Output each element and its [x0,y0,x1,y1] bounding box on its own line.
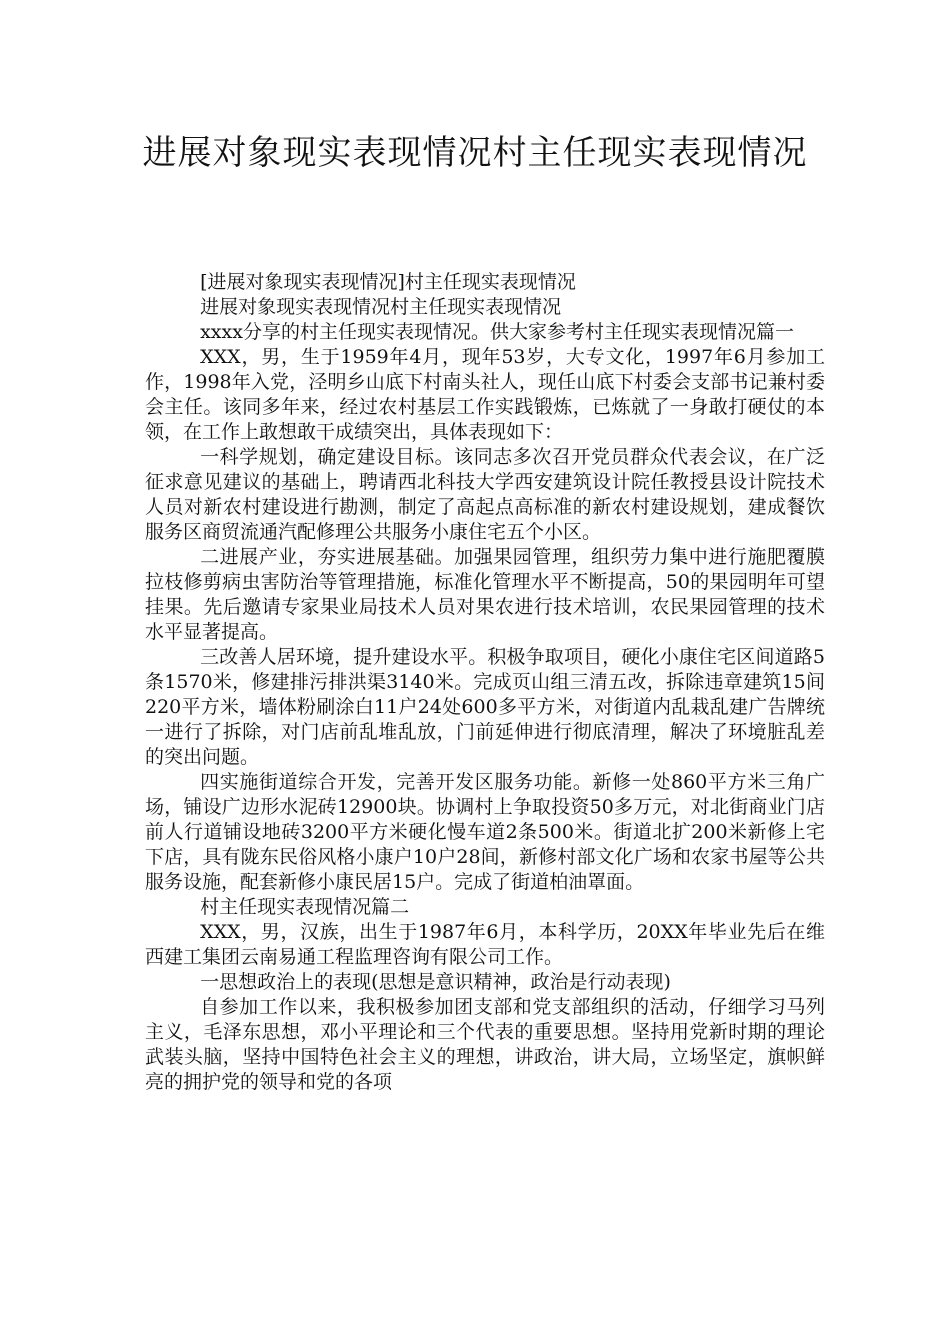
paragraph-section-two-heading: 村主任现实表现情况篇二 [200,896,410,918]
paragraph-planning: 一科学规划，确定建设目标。该同志多次召开党员群众代表会议，在广泛征求意见建议的基础上，聘请西北科技大学西安建筑设计院任教授县设计院技术人员对新农村建设进行勘测，制定了高起点高标准的新农村建设规划，建成餐饮服务区商贸流通汽配修理公共服务小康住宅五个小区。 [145,446,825,543]
paragraph-political-body: 自参加工作以来，我积极参加团支部和党支部组织的活动，仔细学习马列主义，毛泽东思想，邓小平理论和三个代表的重要思想。坚持用党新时期的理论武装头脑，坚持中国特色社会主义的理想，讲政治，讲大局，立场坚定，旗帜鲜亮的拥护党的领导和党的各项 [145,996,825,1093]
document-body [145,270,825,1095]
paragraph-street-development: 四实施街道综合开发，完善开发区服务功能。新修一处860平方米三角广场，铺设广边形水泥砖12900块。协调村上争取投资50多万元，对北街商业门店前人行道铺设地砖3200平方米硬化慢车道2条500米。街道北扩200米新修上宅下店，具有陇东民俗风格小康户10户28间，新修村部文化广场和农家书屋等公共服务设施，配套新修小康民居15户。完成了街道柏油罩面。 [145,771,825,893]
paragraph-heading: 进展对象现实表现情况村主任现实表现情况 [200,296,562,318]
paragraph-profile-2: XXX，男，汉族，出生于1987年6月，本科学历，20XX年毕业先后在维西建工集团云南易通工程监理咨询有限公司工作。 [145,921,825,968]
paragraph-heading-bracketed: [进展对象现实表现情况]村主任现实表现情况 [200,271,576,293]
paragraph-industry: 二进展产业，夯实进展基础。加强果园管理，组织劳力集中进行施肥覆膜拉枝修剪病虫害防治等管理措施，标准化管理水平不断提高，50的果园明年可望挂果。先后邀请专家果业局技术人员对果农进行技术培训，农民果园管理的技术水平显著提高。 [145,546,825,643]
paragraph-intro: xxxx分享的村主任现实表现情况。供大家参考村主任现实表现情况篇一 [200,321,794,343]
document-title: 进展对象现实表现情况村主任现实表现情况 [142,133,808,173]
paragraph-profile-1: XXX，男，生于1959年4月，现年53岁，大专文化，1997年6月参加工作，1998年入党，泾明乡山底下村南头社人，现任山底下村委会支部书记兼村委会主任。该同多年来，经过农村基层工作实践锻炼，已炼就了一身敢打硬仗的本领，在工作上敢想敢干成绩突出，具体表现如下： [145,346,825,443]
paragraph-political-heading: 一思想政治上的表现(思想是意识精神，政治是行动表现) [200,971,671,993]
paragraph-environment: 三改善人居环境，提升建设水平。积极争取项目，硬化小康住宅区间道路5条1570米，修建排污排洪渠3140米。完成页山组三清五改，拆除违章建筑15间220平方米，墙体粉刷涂白11户24处600多平方米，对街道内乱栽乱建广告牌统一进行了拆除，对门店前乱堆乱放，门前延伸进行彻底清理，解决了环境脏乱差的突出问题。 [145,646,825,768]
